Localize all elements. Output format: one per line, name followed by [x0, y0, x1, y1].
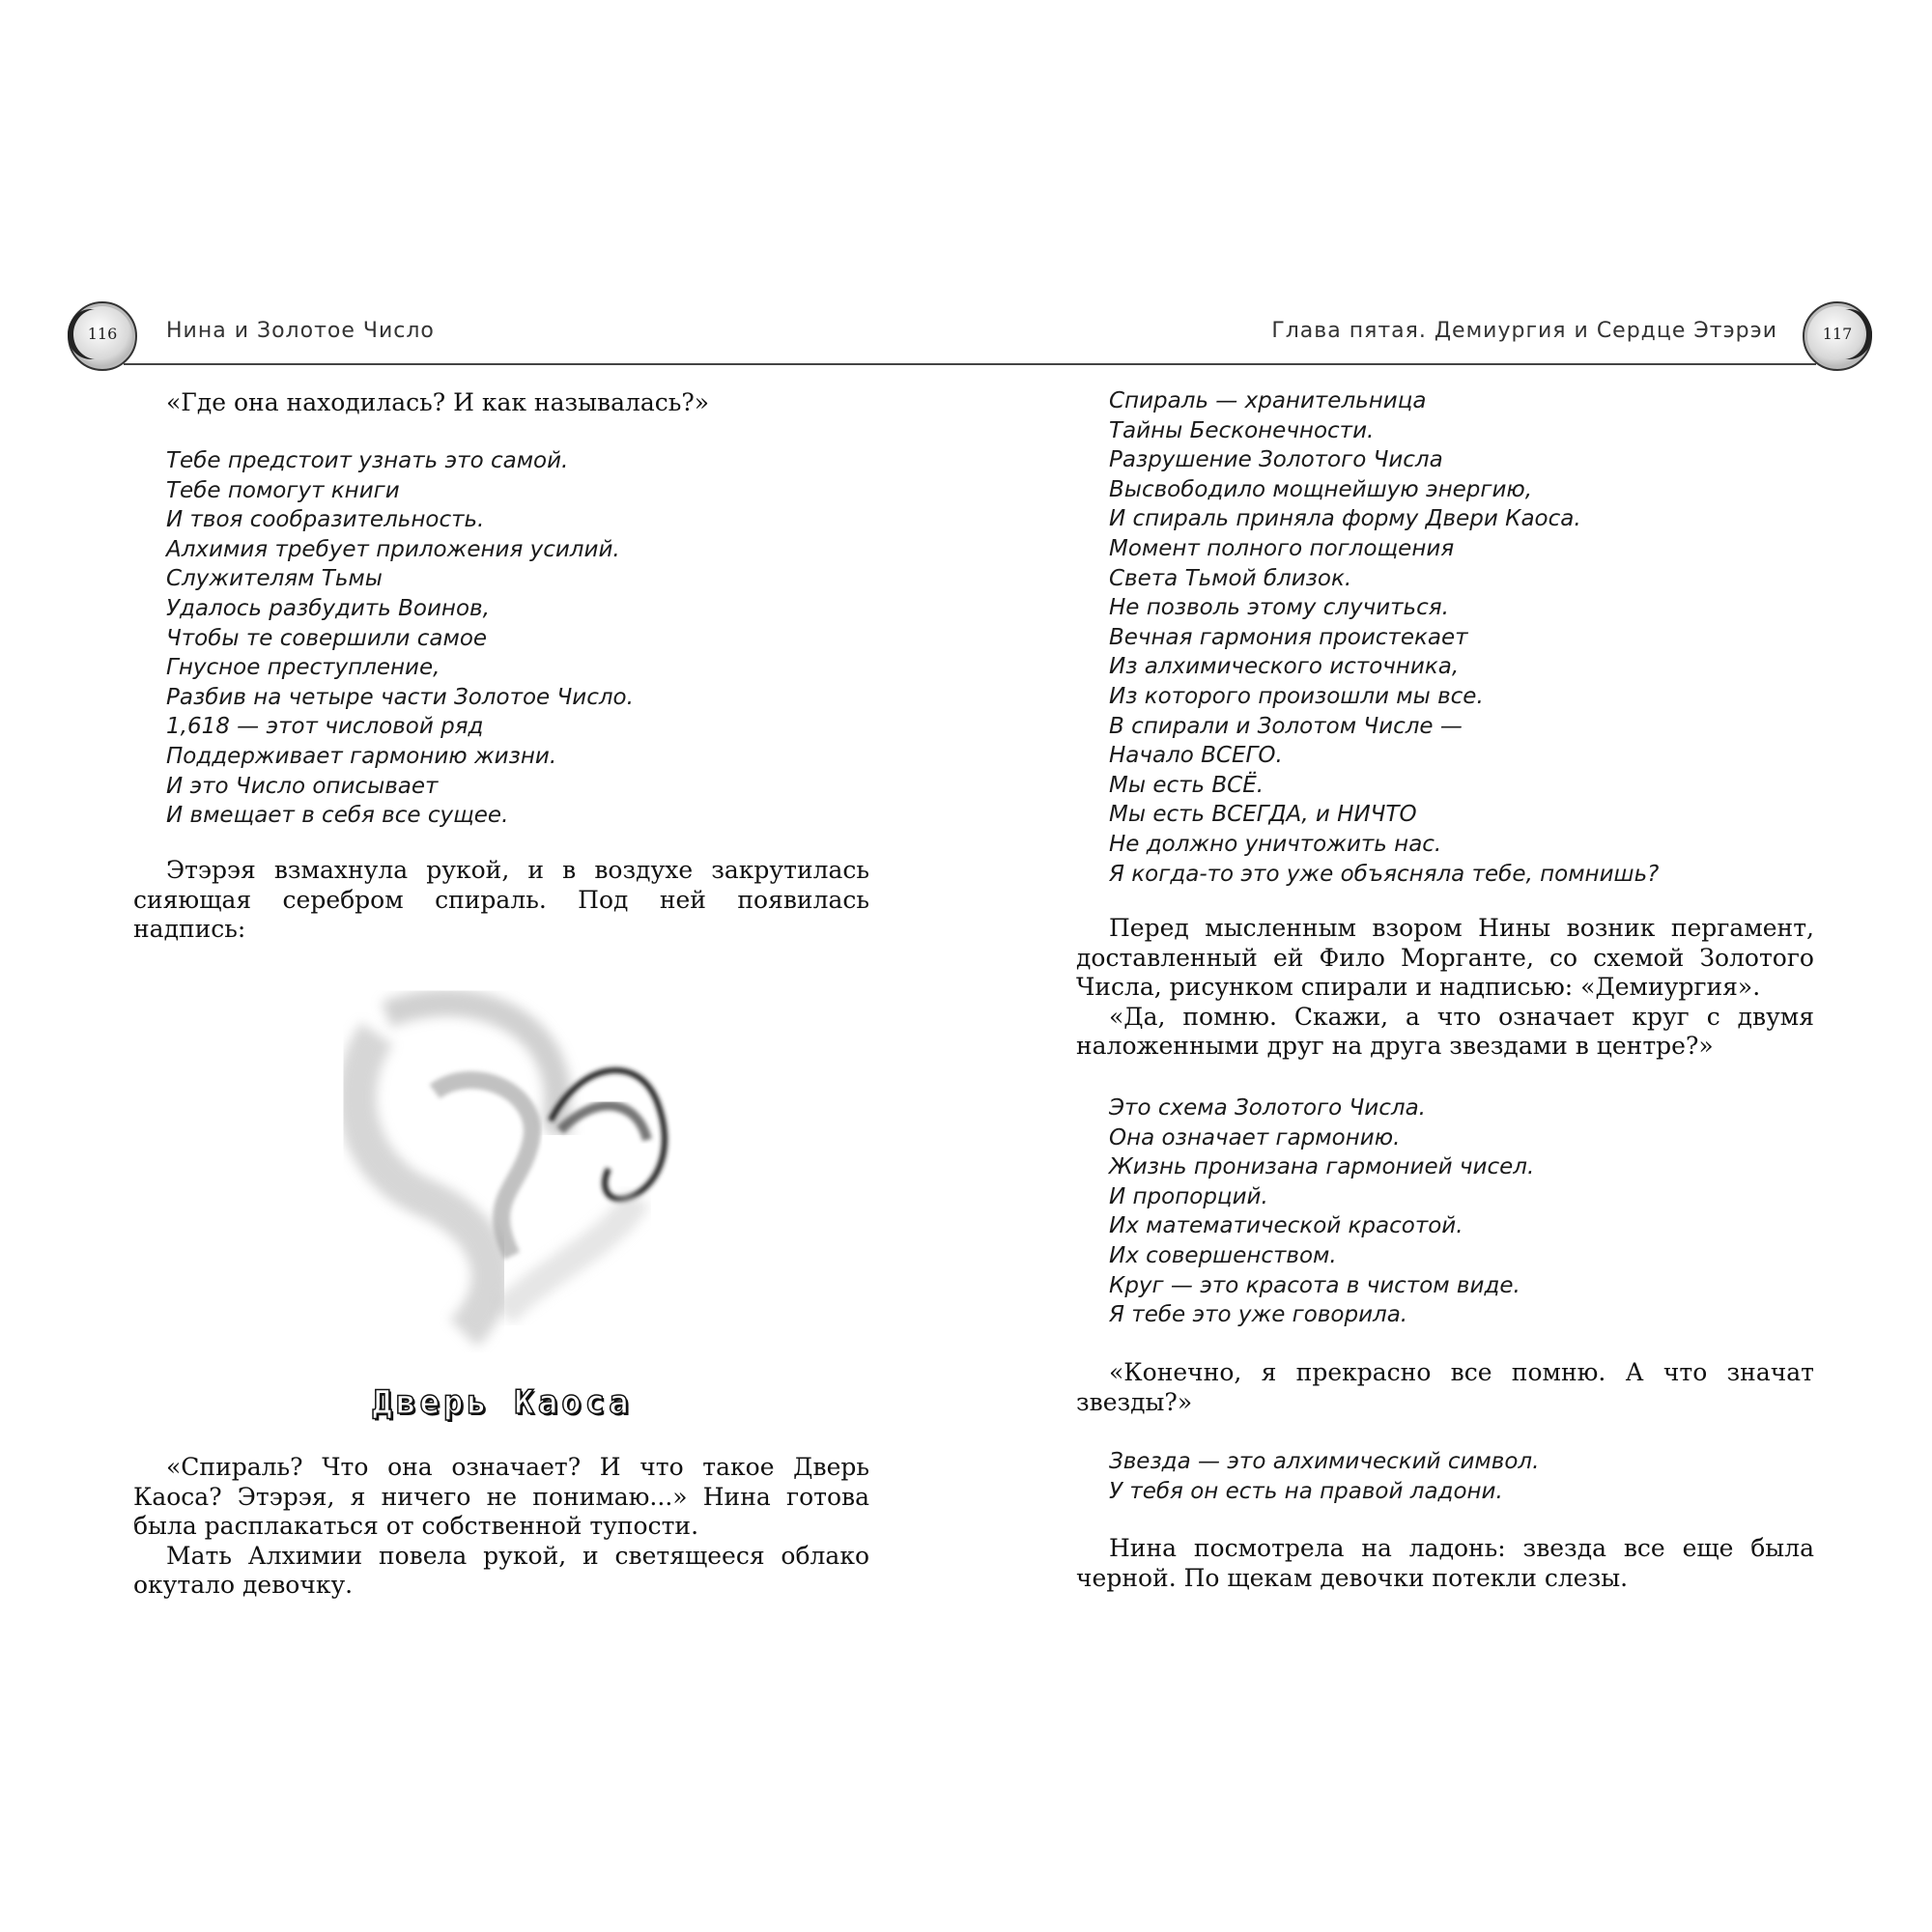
verse-line: Их математической красотой. — [1109, 1213, 1463, 1239]
verse-line: Из алхимического источника, — [1109, 654, 1460, 680]
verse-line: У тебя он есть на правой ладони. — [1109, 1478, 1503, 1504]
verse-block — [1076, 1094, 1847, 1330]
paragraph: «Конечно, я прекрасно все помню. А что значат звезды?» — [1076, 1358, 1814, 1416]
verse-line: Она означает гармонию. — [1109, 1124, 1401, 1151]
verse-block — [133, 446, 902, 831]
running-title: Нина и Золотое Число — [166, 319, 435, 343]
right-page — [966, 0, 1932, 1932]
intro-question: «Где она находилась? И как называлась?» — [166, 388, 710, 416]
verse-line: 1,618 — этот числовой ряд — [166, 714, 484, 740]
page-number: 117 — [1822, 325, 1853, 343]
verse-block — [1076, 1447, 1847, 1506]
verse-line: Их совершенством. — [1109, 1242, 1337, 1268]
verse-line: Круг — это красота в чистом виде. — [1109, 1272, 1520, 1298]
verse-line: Не должно уничтожить нас. — [1109, 831, 1442, 857]
page-number-badge — [1803, 301, 1872, 371]
verse-line: В спирали и Золотом Числе — — [1109, 713, 1463, 739]
verse-line: И вмещает в себя все сущее. — [166, 803, 509, 829]
verse-line: Служителям Тьмы — [166, 566, 383, 592]
verse-line: Тебе помогут книги — [166, 477, 400, 503]
page-number-badge — [68, 301, 137, 371]
verse-line: Гнусное преступление, — [166, 655, 440, 681]
door-of-chaos-caption: Дверь Каоса — [372, 1383, 633, 1422]
verse-line: Вечная гармония проистекает — [1109, 624, 1468, 650]
verse-line: Жизнь пронизана гармонией чисел. — [1109, 1154, 1535, 1180]
verse-line: Не позволь этому случиться. — [1109, 595, 1449, 621]
page-number: 116 — [87, 325, 118, 343]
verse-line: Звезда — это алхимический символ. — [1109, 1449, 1540, 1474]
verse-line: Момент полного поглощения — [1109, 535, 1455, 561]
verse-line: Удалось разбудить Воинов, — [166, 595, 490, 621]
verse-line: Я тебе это уже говорила. — [1109, 1302, 1408, 1328]
verse-line: Высвободило мощнейшую энергию, — [1109, 476, 1533, 502]
verse-line: Разбив на четыре части Золотое Число. — [166, 684, 634, 710]
verse-line: И это Число описывает — [166, 773, 439, 799]
paragraph-block — [1076, 1358, 1814, 1417]
paragraph: Нина посмотрела на ладонь: звезда все еще была черной. По щекам девочки потекли слезы. — [1076, 1534, 1814, 1592]
paragraph-block — [133, 856, 869, 945]
verse-line: Алхимия требует приложения усилий. — [166, 536, 620, 562]
verse-line: Поддерживает гармонию жизни. — [166, 743, 557, 769]
verse-line: Это схема Золотого Числа. — [1109, 1095, 1426, 1121]
paragraph: «Спираль? Что она означает? И что такое Дверь Каоса? Этэрэя, я ничего не понимаю...» Нина готова была расплакаться от собственной тупости. — [133, 1453, 869, 1540]
verse-line: Тебе предстоит узнать это самой. — [166, 448, 569, 473]
header-rule — [966, 363, 1816, 365]
verse-line: Тайны Бесконечности. — [1109, 417, 1375, 443]
verse-line: И спираль приняла форму Двери Каоса. — [1109, 506, 1581, 532]
smoke-spiral-illustration — [319, 976, 724, 1352]
verse-line: Света Тьмой близок. — [1109, 565, 1352, 591]
intro-question-block — [133, 388, 869, 418]
paragraph: Этэрэя взмахнула рукой, и в воздухе закрутилась сияющая серебром спираль. Под ней появилась надпись: — [133, 856, 869, 943]
verse-line: Мы есть ВСЕГДА, и НИЧТО — [1109, 802, 1417, 828]
verse-block — [1076, 386, 1847, 889]
verse-line: Я когда-то это уже объясняла тебе, помнишь? — [1109, 861, 1660, 887]
verse-line: И пропорций. — [1109, 1183, 1268, 1209]
verse-line: Начало ВСЕГО. — [1109, 743, 1283, 769]
paragraph: Мать Алхимии повела рукой, и светящееся облако окутало девочку. — [133, 1541, 869, 1599]
header-rule — [124, 363, 966, 365]
paragraph-block — [1076, 914, 1814, 1062]
paragraph: «Да, помню. Скажи, а что означает круг с двумя наложенными друг на друга звездами в центре?» — [1076, 1002, 1814, 1060]
verse-line: Разрушение Золотого Числа — [1109, 447, 1443, 473]
running-title: Глава пятая. Демиургия и Сердце Этэрэи — [1271, 319, 1777, 343]
paragraph-block — [1076, 1534, 1814, 1593]
verse-line: Спираль — хранительница — [1109, 388, 1427, 413]
closing-paragraphs — [133, 1453, 869, 1601]
verse-line: Из которого произошли мы все. — [1109, 683, 1484, 709]
verse-line: Мы есть ВСЁ. — [1109, 772, 1264, 798]
paragraph: Перед мысленным взором Нины возник пергамент, доставленный ей Фило Морганте, со схемой Золотого Числа, рисунком спирали и надписью: «Демиургия». — [1076, 914, 1814, 1001]
verse-line: Чтобы те совершили самое — [166, 625, 488, 651]
verse-line: И твоя сообразительность. — [166, 507, 485, 533]
